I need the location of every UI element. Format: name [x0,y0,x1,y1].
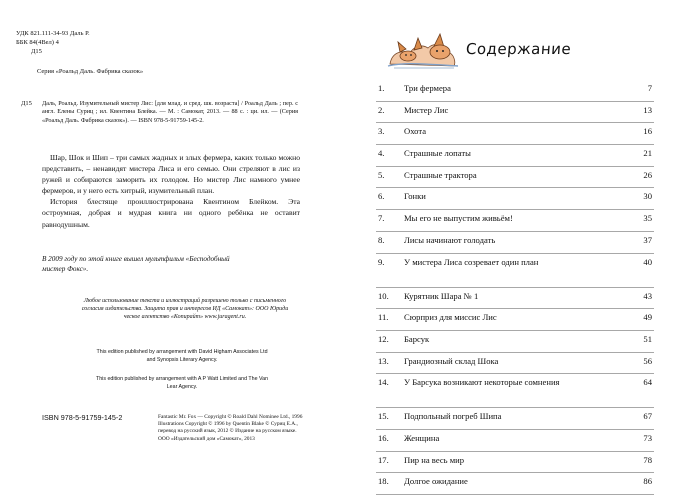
toc-page: 51 [643,333,652,344]
biblio-index: Д15 [21,100,32,107]
toc-row[interactable] [376,408,654,430]
copyright-block: Fantastic Mr. Fox — Copyright © Roald Dahl Nominee Ltd., 1996 Illustrations Copyright © 1996 by Quentin Blake © Суриц Е.А., перевод на русский язык, 2012 © Издание на русском языке. ООО «Издательский дом «Самокат», 2013 [158,414,303,442]
edition-note-2: This edition published by arrangement with A P Watt Limited and The Van Lear Agency. [95,376,269,390]
toc-title: Страшные лопаты [404,148,471,159]
toc-page: 35 [643,213,652,224]
table-of-contents [376,80,654,495]
toc-title: Мистер Лис [404,104,449,115]
toc-page: 30 [643,191,652,202]
toc-number: 14. [378,377,389,388]
toc-row[interactable] [376,473,654,495]
toc-number: 7. [378,213,385,224]
toc-page: 78 [643,454,652,465]
toc-row[interactable] [376,167,654,189]
fox-family-illustration [384,20,462,72]
udk-code: УДК 821.111-34-93 Даль Р. [16,30,90,37]
toc-title: Гонки [404,191,426,202]
toc-page: 21 [643,148,652,159]
toc-number: 6. [378,191,385,202]
bbk-code: ББК 84(4Вел) 4 [16,39,59,46]
toc-row[interactable] [376,254,654,288]
toc-number: 15. [378,411,389,422]
bibliographic-record [21,100,298,125]
edition-note-1: This edition published by arrangement with David Higham Associates Ltd and Synopsis Literary Agency. [96,349,268,363]
toc-title: Курятник Шара № 1 [404,290,479,301]
toc-row[interactable] [376,188,654,210]
toc-page: 37 [643,234,652,245]
toc-page: 49 [643,312,652,323]
toc-page: 13 [643,104,652,115]
annotation-paragraph: История блестяще проиллюстрирована Квентином Блейком. Эта остроумная, добрая и мудрая книга ни одного ребёнка не оставит равнодушным. [42,197,300,229]
toc-row[interactable] [376,353,654,375]
toc-page: 16 [643,126,652,137]
toc-title: У Барсука возникают некоторые сомнения [404,377,560,388]
toc-row[interactable] [376,331,654,353]
toc-title: Подпольный погреб Шипа [404,411,502,422]
toc-row[interactable] [376,232,654,254]
toc-number: 9. [378,256,385,267]
toc-number: 13. [378,355,389,366]
toc-page: 43 [643,290,652,301]
toc-row[interactable] [376,80,654,102]
toc-page: 56 [643,355,652,366]
contents-title: Содержание [465,40,572,58]
toc-title: Женщина [404,432,440,443]
annotation [42,152,300,230]
toc-number: 3. [378,126,385,137]
toc-row[interactable] [376,374,654,408]
toc-page: 26 [643,169,652,180]
toc-number: 1. [378,83,385,93]
isbn: ISBN 978-5-91759-145-2 [42,413,123,422]
toc-title: Охота [404,126,427,137]
toc-title: У мистера Лиса созревает один план [404,256,539,267]
toc-row[interactable] [376,145,654,167]
toc-number: 18. [378,476,389,487]
toc-row[interactable] [376,288,654,310]
toc-title: Три фермера [404,83,451,93]
toc-title: Долгое ожидание [404,476,468,487]
toc-page: 73 [643,432,652,443]
author-code: Д15 [31,48,42,55]
toc-number: 4. [378,148,385,159]
toc-title: Страшные трактора [404,169,477,180]
toc-number: 2. [378,104,385,115]
toc-page: 7 [647,83,652,93]
toc-row[interactable] [376,123,654,145]
series-line: Серия «Роальд Даль. Фабрика сказок» [37,68,144,75]
toc-row[interactable] [376,309,654,331]
toc-title: Лисы начинают голодать [404,234,496,245]
toc-page: 40 [643,256,652,267]
toc-number: 17. [378,454,389,465]
toc-page: 86 [643,476,652,487]
toc-page: 64 [643,377,652,388]
toc-number: 5. [378,169,385,180]
toc-row[interactable] [376,102,654,124]
cartoon-note: В 2009 году по этой книге вышел мультфильм «Бесподобный мистер Фокс». [42,255,230,273]
toc-title: Пир на весь мир [404,454,465,465]
contents-page [346,0,693,487]
toc-row[interactable] [376,452,654,474]
toc-page: 67 [643,411,652,422]
toc-title: Грандиозный склад Шока [404,355,499,366]
toc-number: 16. [378,432,389,443]
toc-number: 8. [378,234,385,245]
rights-notice: Любое использование текста и иллюстраций разрешено только с письменного согласия издательства. Защита прав и интересов ИД «Самокат»: ООО Юриди ческое агентство «Копирайт» www.juragent.ru. [81,298,289,320]
toc-title: Мы его не выпустим живьём! [404,213,513,224]
toc-row[interactable] [376,210,654,232]
imprint-page [0,0,346,481]
toc-number: 11. [378,312,389,323]
toc-number: 12. [378,333,389,344]
toc-title: Сюрприз для миссис Лис [404,312,497,323]
biblio-text: Даль, Роальд. Изумительный мистер Лис: [для млад. и сред. шк. возраста] / Роальд Даль ; пер. с англ. Елены Суриц ; ил. Квентина Блейка. — М. : Самокат, 2013. — 88 с. : ци. ил. — (Серия «Роальд Даль. Фабрика сказок»). — ISBN 978-5-91759-145-2. [42,100,298,124]
toc-number: 10. [378,290,389,301]
annotation-paragraph: Шар, Шок и Шип – три самых жадных и злых фермера, каких только можно представить, – ненавидят мистера Лиса и его семью. Они стреляют в лис из ружей и собираются заморить их голодом. Но мистер Лис намного умнее фермеров, и у него есть хитрый, изумительный план. [42,153,300,196]
toc-row[interactable] [376,430,654,452]
toc-title: Барсук [404,333,430,344]
